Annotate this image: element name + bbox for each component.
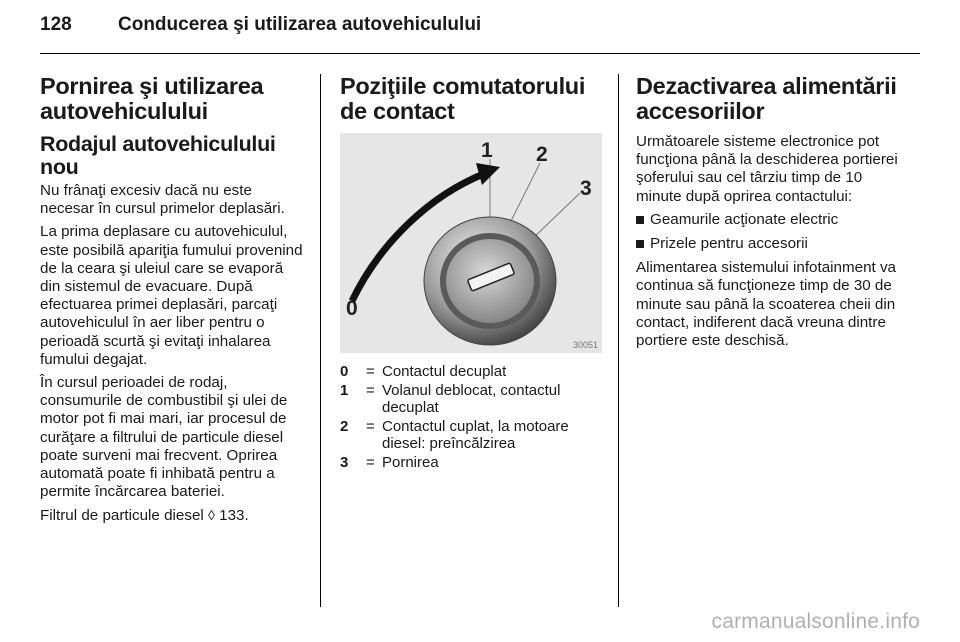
ref-arrow-icon: ◊ [208,507,215,524]
legend-key: 0 [340,363,349,380]
legend-key: 3 [340,453,349,471]
legend-row [340,418,602,453]
paragraph: În cursul perioadei de rodaj, consumurile de combustibil şi ulei de motor pot fi mai mari, iar procesul de curăţare a filtrului de particule diesel poate surveni mai frecvent. Oprirea automată poate fi inhibată pentru a permite încărcarea bateriei. [40,374,288,501]
column-right [636,74,906,355]
subsection-heading: Rodajul autovehiculului nou [40,132,276,179]
column-left [40,74,306,531]
ref-text: Filtrul de particule diesel [40,507,204,525]
bullet-square-icon [636,240,644,248]
ignition-switch-illustration [340,133,602,353]
list-item-text: Prizele pentru accesorii [650,235,808,253]
paragraph: Următoarele sisteme electronice pot funcţiona până la deschiderea portierei şoferului sau cel târziu timp de 10 minute după oprirea contactului: [636,133,898,205]
list-item [636,235,906,253]
section-heading: Dezactivarea alimentării accesoriilor [636,73,897,124]
chapter-title: Conducerea şi utilizarea autovehiculului [118,14,482,35]
section-heading: Poziţiile comutatorului de contact [340,73,586,124]
legend-value: Contactul decuplat [382,363,507,380]
figure-label-3: 3 [580,177,592,200]
legend-row [340,363,602,381]
figure-label-2: 2 [536,143,548,166]
legend-equals: = [366,417,375,435]
list-item-text: Geamurile acţionate electric [650,210,839,228]
legend-key: 1 [340,381,349,399]
figure-code: 30051 [572,340,598,350]
figure-label-1: 1 [481,139,493,162]
header-rule [40,53,920,54]
legend-value: Contactul cuplat, la motoare diesel: preîncălzirea [382,417,569,452]
legend-equals: = [366,363,375,380]
figure-legend [340,363,602,471]
rotation-arrow-head [476,163,500,185]
legend-value: Volanul deblocat, contactul decuplat [382,381,561,416]
bullet-square-icon [636,216,644,224]
figure-label-0: 0 [346,297,358,320]
legend-value: Pornirea [382,453,439,471]
column-middle [340,74,602,472]
legend-equals: = [366,453,375,471]
ignition-switch-figure [340,133,602,353]
section-heading: Pornirea şi utilizarea autovehiculului [40,73,264,124]
leader-line-2 [510,163,540,223]
legend-row [340,454,602,472]
bullet-list [636,211,906,253]
page-number: 128 [40,14,72,35]
ref-page[interactable]: 133. [219,507,249,525]
paragraph: Alimentarea sistemului infotainment va continua să funcţioneze timp de 30 de minute sau până la scoaterea cheii din contact, indiferent dacă vreuna dintre portiere este deschisă. [636,259,896,350]
watermark: carmanualsonline.info [711,610,920,633]
leader-line-3 [530,193,580,241]
list-item [636,211,906,229]
column-divider-1 [320,74,321,607]
legend-equals: = [366,381,375,399]
legend-row [340,382,602,417]
paragraph: Nu frânaţi excesiv dacă nu este necesar în cursul primelor deplasări. [40,182,285,218]
legend-key: 2 [340,417,349,435]
cross-reference [40,506,306,525]
column-divider-2 [618,74,619,607]
paragraph: La prima deplasare cu autovehiculul, este posibilă apariţia fumului provenind de la ceara şi uleiul care se evaporă din sistemul de evacuare. După efectuarea primei deplasări, parcaţi autovehiculul în aer liber pentru o perioadă scurtă şi evitaţi inhalarea fumului degajat. [40,223,303,368]
